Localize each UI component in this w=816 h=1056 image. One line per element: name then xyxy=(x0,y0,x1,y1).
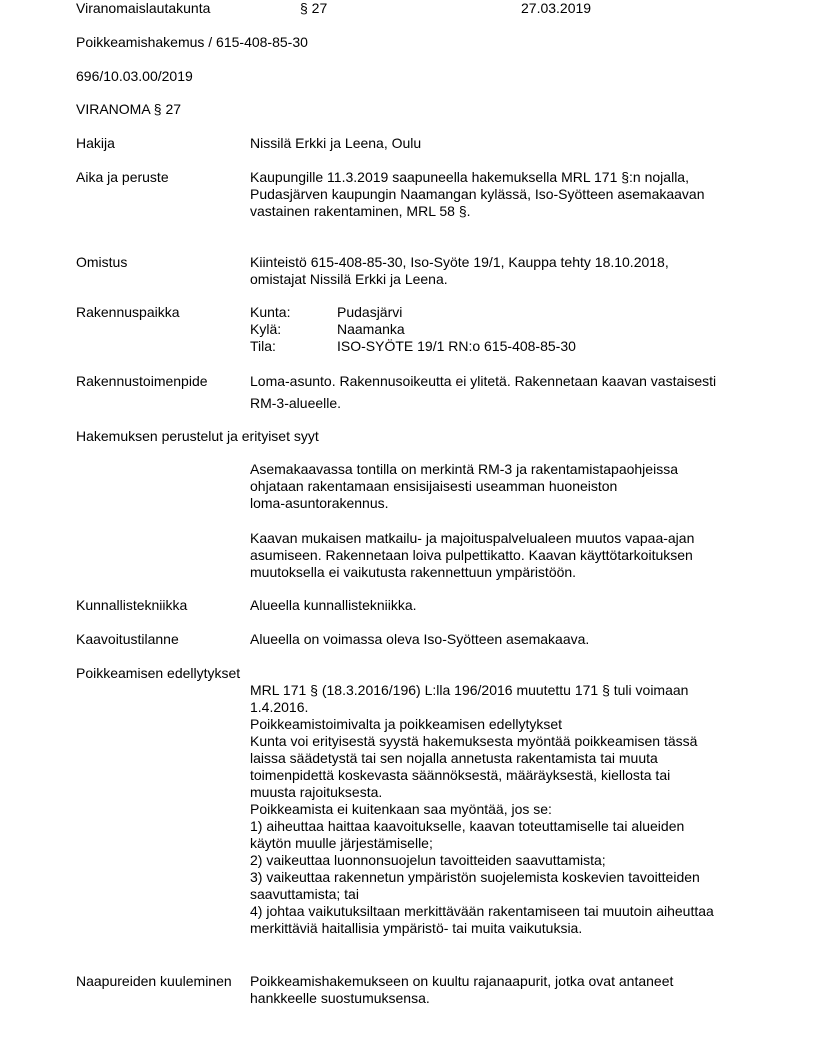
measure-line: Loma-asunto. Rakennusoikeutta ei ylitetä. Rakennetaan kaavan vastaisesti xyxy=(250,373,717,389)
conditions-line: 2) vaikeuttaa luonnonsuojelun tavoitteiden saavuttamista; xyxy=(250,852,606,868)
time-basis-line: Kaupungille 11.3.2019 saapuneella hakemuksella MRL 171 §:n nojalla, xyxy=(250,169,689,185)
case-number: 696/10.03.00/2019 xyxy=(76,68,193,84)
conditions-line: 1) aiheuttaa haittaa kaavoitukselle, kaavan toteuttamiselle tai alueiden xyxy=(250,818,685,834)
header-body: Viranomaislautakunta xyxy=(76,0,211,16)
neighbours-text xyxy=(250,973,750,1007)
site-key: Tila: xyxy=(250,338,276,354)
site-key: Kunta: xyxy=(250,304,291,320)
grounds-line: Kaavan mukaisen matkailu- ja majoituspalvelualeen muutos vapaa-ajan xyxy=(250,530,695,546)
time-basis-line: vastainen rakentaminen, MRL 58 §. xyxy=(250,203,471,219)
site-key: Kylä: xyxy=(250,321,282,337)
utilities-value: Alueella kunnallistekniikka. xyxy=(250,597,417,613)
neighbours-label: Naapureiden kuuleminen xyxy=(76,973,232,989)
neighbours-line: Poikkeamishakemukseen on kuultu rajanaapurit, jotka ovat antaneet xyxy=(250,973,674,989)
utilities-label: Kunnallistekniikka xyxy=(76,597,188,613)
grounds-paragraph xyxy=(250,530,750,581)
case-title: Poikkeamishakemus / 615-408-85-30 xyxy=(76,34,308,50)
grounds-paragraph xyxy=(250,461,750,512)
zoning-value: Alueella on voimassa oleva Iso-Syötteen asemakaava. xyxy=(250,631,590,647)
measure-label: Rakennustoimenpide xyxy=(76,373,208,389)
measure-line: RM-3-alueelle. xyxy=(250,395,342,411)
ownership-line: omistajat Nissilä Erkki ja Leena. xyxy=(250,271,448,287)
grounds-line: loma-asuntorakennus. xyxy=(250,495,389,511)
conditions-line: 4) johtaa vaikutuksiltaan merkittävään rakentamiseen tai muutoin aiheuttaa xyxy=(250,903,714,919)
ownership-line: Kiinteistö 615-408-85-30, Iso-Syöte 19/1, Kauppa tehty 18.10.2018, xyxy=(250,254,669,270)
conditions-label: Poikkeamisen edellytykset xyxy=(76,665,241,681)
site-value: Naamanka xyxy=(337,321,405,337)
conditions-line: saavuttamista; tai xyxy=(250,886,359,902)
grounds-line: ohjataan rakentamaan ensisijaisesti useamman huoneiston xyxy=(250,478,618,494)
grounds-line: Asemakaavassa tontilla on merkintä RM-3 ja rakentamistapaohjeissa xyxy=(250,461,678,477)
grounds-line: asumiseen. Rakennetaan loiva pulpettikatto. Kaavan käyttötarkoituksen xyxy=(250,547,693,563)
time-basis-label: Aika ja peruste xyxy=(76,169,169,185)
site-label: Rakennuspaikka xyxy=(76,304,180,320)
conditions-line: merkittäviä haitallisia ympäristö- tai muita vaikutuksia. xyxy=(250,920,583,936)
conditions-line: käytön muulle järjestämiselle; xyxy=(250,835,433,851)
neighbours-line: hankkeelle suostumuksensa. xyxy=(250,990,430,1006)
applicant-value: Nissilä Erkki ja Leena, Oulu xyxy=(250,135,422,151)
conditions-line: MRL 171 § (18.3.2016/196) L:lla 196/2016 muutettu 171 § tuli voimaan xyxy=(250,682,689,698)
header-date: 27.03.2019 xyxy=(521,0,592,16)
header-section: § 27 xyxy=(300,0,328,16)
conditions-line: Poikkeamistoimivalta ja poikkeamisen edellytykset xyxy=(250,716,563,732)
conditions-line: laissa säädetystä tai sen nojalla annetusta rakentamista tai muuta xyxy=(250,750,658,766)
grounds-line: muutoksella ei vaikutusta rakennettuun ympäristöön. xyxy=(250,564,577,580)
site-value: Pudasjärvi xyxy=(337,304,403,320)
site-value: ISO-SYÖTE 19/1 RN:o 615-408-85-30 xyxy=(337,338,576,354)
ownership-text xyxy=(250,254,750,288)
zoning-label: Kaavoitustilanne xyxy=(76,631,179,647)
conditions-line: 1.4.2016. xyxy=(250,699,309,715)
ownership-label: Omistus xyxy=(76,254,128,270)
conditions-line: muusta rajoituksesta. xyxy=(250,784,383,800)
time-basis-text xyxy=(250,169,750,220)
time-basis-line: Pudasjärven kaupungin Naamangan kylässä, Iso-Syötteen asemakaavan xyxy=(250,186,705,202)
conditions-line: Kunta voi erityisestä syystä hakemuksesta myöntää poikkeamisen tässä xyxy=(250,733,698,749)
grounds-label: Hakemuksen perustelut ja erityiset syyt xyxy=(76,428,319,444)
conditions-line: toimenpidettä koskevasta säännöksestä, määräyksestä, kiellosta tai xyxy=(250,767,671,783)
authority-line: VIRANOMA § 27 xyxy=(76,101,182,117)
conditions-line: 3) vaikeuttaa rakennetun ympäristön suojelemista koskevien tavoitteiden xyxy=(250,869,700,885)
applicant-label: Hakija xyxy=(76,135,115,151)
conditions-text xyxy=(250,682,750,937)
conditions-line: Poikkeamista ei kuitenkaan saa myöntää, jos se: xyxy=(250,801,552,817)
